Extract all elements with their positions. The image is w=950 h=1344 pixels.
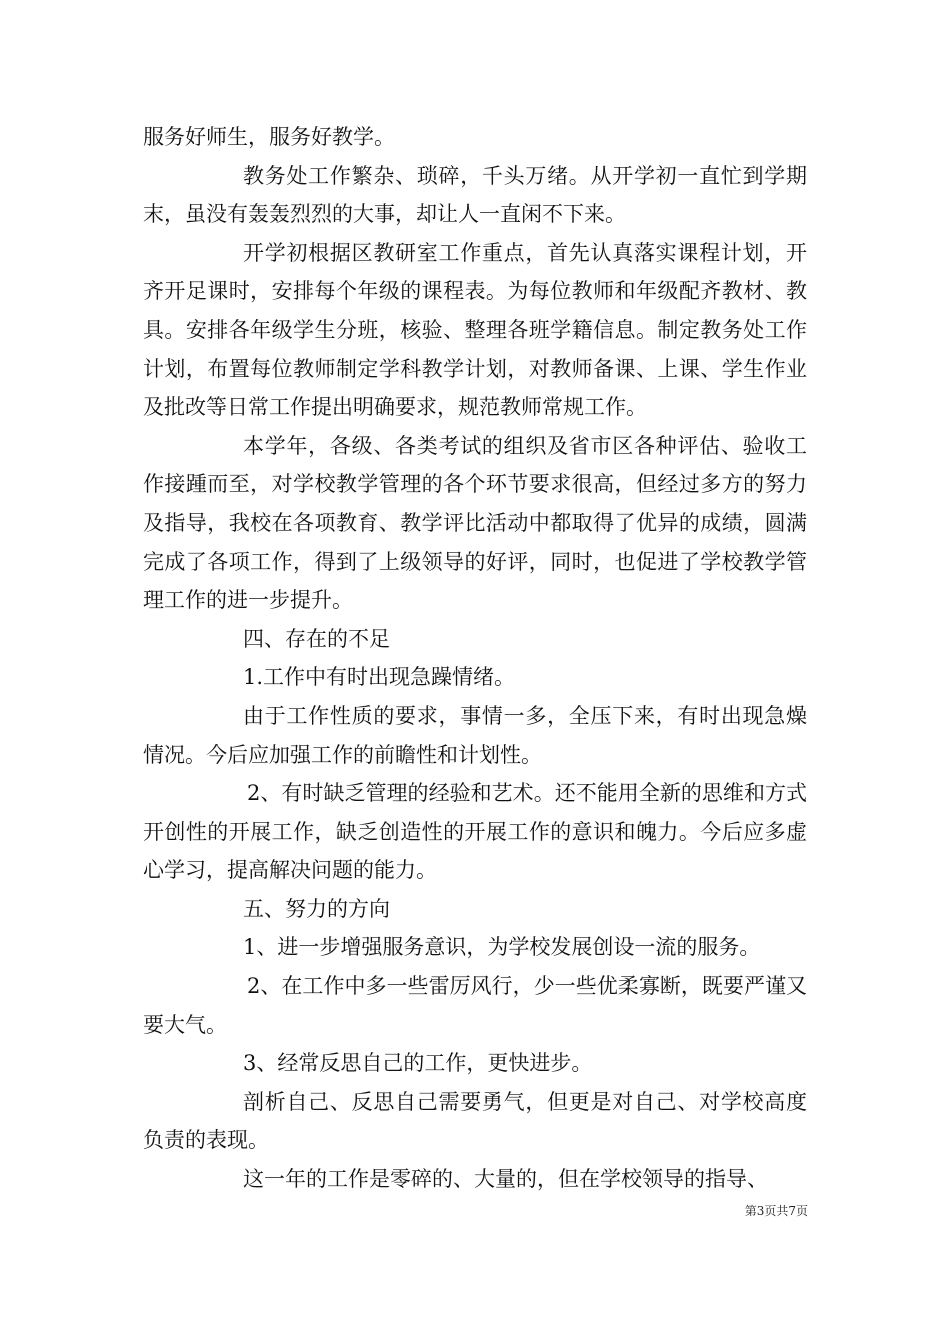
shortcoming-item-1: 1.工作中有时出现急躁情绪。 [243,665,516,690]
paragraph-1: 服务好师生，服务好教学。 [143,125,395,149]
direction-item-1: 1、进一步增强服务意识，为学校发展创设一流的服务。 [243,935,761,960]
section-heading-shortcomings: 四、存在的不足 [243,626,390,651]
document-body [143,118,807,1199]
paragraph-closing: 这一年的工作是零碎的、大量的，但在学校领导的指导、 [243,1167,768,1192]
shortcoming-item-2: 2、有时缺乏管理的经验和艺术。还不能用全新的思维和方式开创性的开展工作，缺乏创造性的开展工作的意识和魄力。今后应多虚心学习，提高解决问题的能力。 [143,781,807,883]
direction-item-2: 2、在工作中多一些雷厉风行，少一些优柔寡断，既要严谨又要大气。 [143,974,807,1037]
page-number: 第3页共7页 [744,1204,808,1218]
paragraph-4: 本学年，各级、各类考试的组织及省市区各种评估、验收工作接踵而至，对学校教学管理的各个环节要求很高，但经过多方的努力及指导，我校在各项教育、教学评比活动中都取得了优异的成绩，圆满完成了各项工作，得到了上级领导的好评，同时，也促进了学校教学管理工作的进一步提升。 [143,433,807,613]
direction-item-3: 3、经常反思自己的工作，更快进步。 [243,1051,593,1076]
paragraph-3: 开学初根据区教研室工作重点，首先认真落实课程计划，开齐开足课时，安排每个年级的课程表。为每位教师和年级配齐教材、教具。安排各年级学生分班，核验、整理各班学籍信息。制定教务处工作计划，布置每位教师制定学科教学计划，对教师备课、上课、学生作业及批改等日常工作提出明确要求，规范教师常规工作。 [143,240,807,420]
paragraph-shortcoming-1-detail: 由于工作性质的要求，事情一多，全压下来，有时出现急燥情况。今后应加强工作的前瞻性和计划性。 [143,703,807,767]
section-heading-direction: 五、努力的方向 [243,896,390,921]
paragraph-2: 教务处工作繁杂、琐碎，千头万绪。从开学初一直忙到学期末，虽没有轰轰烈烈的大事，却让人一直闲不下来。 [143,163,807,227]
paragraph-self-reflection: 剖析自己、反思自己需要勇气，但更是对自己、对学校高度负责的表现。 [143,1089,807,1153]
